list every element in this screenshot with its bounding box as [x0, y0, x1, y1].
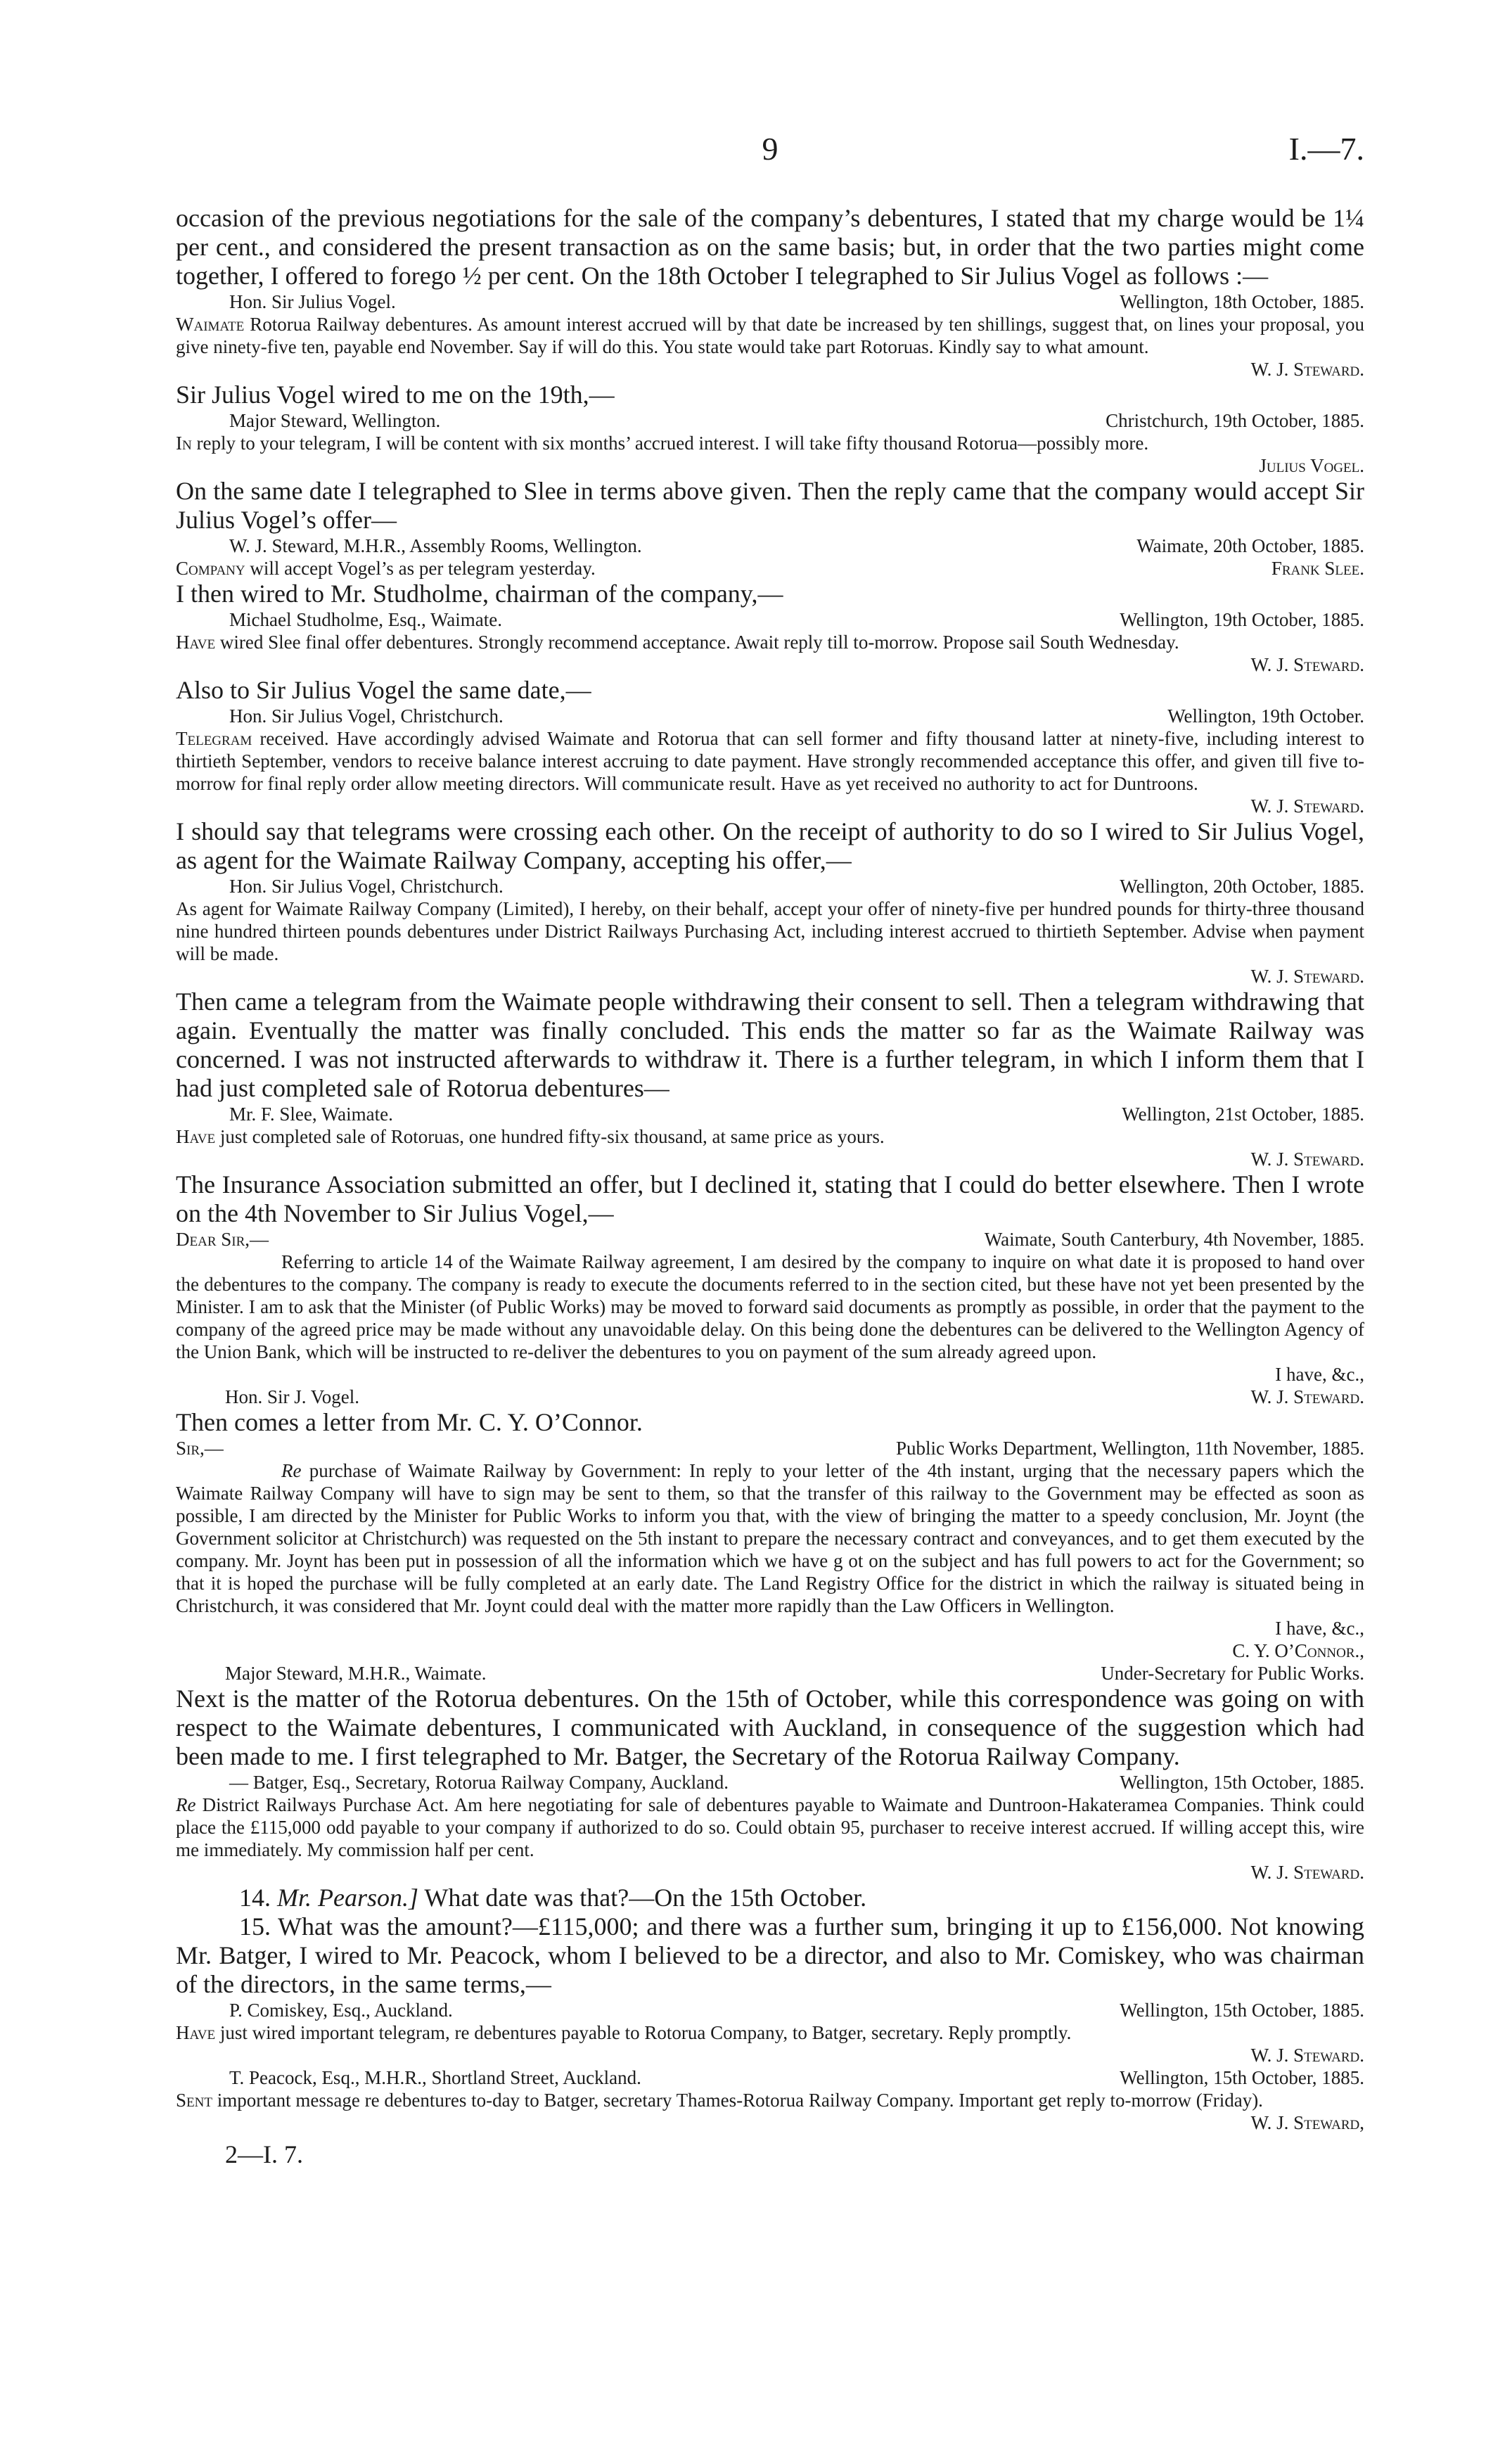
telegram-body: Have just wired important telegram, re debentures payable to Rotorua Company, to Batger, secretary. Reply promptly.	[176, 2022, 1072, 2043]
telegram-header	[176, 705, 1364, 727]
telegram-place-date: Wellington, 19th October, 1885.	[1120, 609, 1364, 630]
intro-paragraph: occasion of the previous negotiations for the sale of the company’s debentures, I stated that my charge would be 1¼ per cent., and considered the present transaction as on the same basis; but, in order that the two parties might come together, I offered to forego ½ per cent. On the 18th October I telegraphed to Sir Julius Vogel as follows :—	[176, 204, 1364, 290]
printer-signature-mark: 2—I. 7.	[225, 2140, 303, 2168]
telegram-body: Re District Railways Purchase Act. Am here negotiating for sale of debentures payable to Waimate and Duntroon-Hakateramea Companies. Think could place the £115,000 odd payable to your company if authorized to do so. Could obtain 95, purchaser to receive interest accrued. If willing accept this, wire me immediately. My commission half per cent.	[176, 1794, 1364, 1860]
telegram-body: Have wired Slee final offer debentures. Strongly recommend acceptance. Await reply till to-morrow. Propose sail South Wednesday.	[176, 632, 1179, 653]
telegram-signature: Frank Slee.	[1271, 558, 1364, 579]
narrative-paragraph: Sir Julius Vogel wired to me on the 19th,—	[176, 381, 615, 409]
narrative-paragraph: Then came a telegram from the Waimate people withdrawing their consent to sell. Then a telegram withdrawing that again. Eventually the matter was finally concluded. This ends the matter so far as the Waimate Railway was concerned. I was not instructed afterwards to withdraw it. There is a further telegram, in which I inform them that I had just completed sale of Rotorua debentures—	[176, 987, 1364, 1102]
letter-signature: W. J. Steward.	[1250, 1386, 1364, 1407]
narrative-paragraph: The Insurance Association submitted an offer, but I declined it, stating that I could do better elsewhere. Then I wrote on the 4th November to Sir Julius Vogel,—	[176, 1170, 1364, 1227]
telegram-place-date: Wellington, 21st October, 1885.	[1122, 1104, 1364, 1125]
letter-salutation: Sir,—	[176, 1438, 224, 1459]
questioner: Mr. Pearson.]	[277, 1884, 419, 1912]
telegram-recipient: P. Comiskey, Esq., Auckland.	[229, 2000, 453, 2021]
question-number: 15.	[239, 1912, 271, 1941]
telegram-recipient: Michael Studholme, Esq., Waimate.	[229, 609, 503, 630]
narrative-paragraph: I should say that telegrams were crossing each other. On the receipt of authority to do so I wired to Sir Julius Vogel, as agent for the Waimate Railway Company, accepting his offer,—	[176, 817, 1364, 874]
telegram-header	[176, 409, 1364, 432]
telegram-lead-word: In	[176, 433, 192, 454]
telegram-signature: Julius Vogel.	[1259, 455, 1364, 476]
narrative-paragraph: Next is the matter of the Rotorua debentures. On the 15th of October, while this correspondence was going on with respect to the Waimate debentures, I communicated with Auckland, in consequence of the suggestion which had been made to me. I first telegraphed to Mr. Batger, the Secretary of the Rotorua Railway Company.	[176, 1685, 1364, 1770]
question-number: 14.	[239, 1884, 271, 1912]
telegram-recipient: Major Steward, Wellington.	[229, 410, 441, 431]
letter-signatory-title: Under-Secretary for Public Works.	[1101, 1663, 1364, 1684]
telegram-header	[176, 535, 1364, 557]
letter-recipient: Hon. Sir J. Vogel.	[225, 1386, 360, 1407]
telegram-lead-word: Have	[176, 2022, 216, 2043]
telegram-recipient: Hon. Sir Julius Vogel.	[229, 291, 396, 312]
letter-footer	[176, 1386, 1364, 1408]
telegram-recipient: Hon. Sir Julius Vogel, Christchurch.	[229, 705, 504, 727]
telegram-lead-word: Company	[176, 558, 245, 579]
telegram-signature: W. J. Steward.	[1250, 359, 1364, 380]
letter-body: Referring to article 14 of the Waimate Railway agreement, I am desired by the company to inquire on what date it is proposed to hand over the debentures to the company. The company is ready to execute the documents referred to in the section cited, but these have not yet been presented by the Minister. I am to ask that the Minister (of Public Works) may be moved to forward said documents as promptly as possible, in order that the payment to the company of the agreed price may be made without any unavoidable delay. On this being done the debentures can be delivered to the Wellington Agency of the Union Bank, which will be instructed to re-deliver the debentures to you on payment of the sum already agreed upon.	[176, 1251, 1364, 1362]
telegram-place-date: Wellington, 19th October.	[1167, 705, 1364, 727]
telegram-header	[176, 1103, 1364, 1125]
paper-reference: I.—7.	[1288, 131, 1364, 167]
telegram-body: Waimate Rotorua Railway debentures. As amount interest accrued will by that date be increased by ten shillings, suggest that, on lines your proposal, you give ninety-five ten, payable end November. Say if will do this. You state would take part Rotoruas. Kindly say to what amount.	[176, 314, 1365, 357]
narrative-paragraph: Also to Sir Julius Vogel the same date,—	[176, 676, 591, 704]
telegram-signature: W. J. Steward.	[1250, 795, 1364, 817]
telegram-signature: W. J. Steward.	[1250, 1862, 1364, 1883]
telegram-recipient: T. Peacock, Esq., M.H.R., Shortland Street, Auckland.	[229, 2067, 641, 2088]
telegram-place-date: Christchurch, 19th October, 1885.	[1106, 410, 1364, 431]
telegram-recipient: Hon. Sir Julius Vogel, Christchurch.	[229, 876, 504, 897]
letter-closing: I have, &c.,	[1275, 1364, 1364, 1385]
telegram-body: Sent important message re debentures to-day to Batger, secretary Thames-Rotorua Railway Company. Important get reply to-morrow (Friday).	[176, 2090, 1263, 2111]
letter-recipient: Major Steward, M.H.R., Waimate.	[225, 1663, 487, 1684]
telegram-place-date: Wellington, 15th October, 1885.	[1120, 1772, 1364, 1793]
letter-signature: C. Y. O’Connor.,	[1232, 1640, 1364, 1661]
narrative-paragraph: I then wired to Mr. Studholme, chairman of the company,—	[176, 580, 783, 608]
telegram-signature: W. J. Steward.	[1250, 654, 1364, 675]
telegram-lead-word: Sent	[176, 2090, 212, 2111]
letter-header	[176, 1228, 1364, 1251]
letter-place-date: Public Works Department, Wellington, 11th November, 1885.	[896, 1438, 1364, 1459]
telegram-signature: W. J. Steward.	[1250, 966, 1364, 987]
telegram-signature: W. J. Steward.	[1250, 1149, 1364, 1170]
re-marker: Re	[176, 1794, 196, 1815]
telegram-lead-word: Telegram	[176, 728, 252, 749]
letter-header	[176, 1437, 1364, 1459]
telegram-lead-word: Waimate	[176, 314, 245, 335]
telegram-recipient: — Batger, Esq., Secretary, Rotorua Railway Company, Auckland.	[229, 1772, 729, 1793]
page-number: 9	[762, 131, 779, 167]
telegram-lead-word: Have	[176, 1126, 216, 1147]
telegram-header	[176, 290, 1364, 313]
question-14: 14. Mr. Pearson.] What date was that?—On the 15th October.	[239, 1884, 867, 1912]
telegram-lead-word: Have	[176, 632, 216, 653]
telegram-place-date: Waimate, 20th October, 1885.	[1136, 535, 1364, 556]
letter-salutation: Dear Sir,—	[176, 1229, 269, 1250]
question-15: 15. What was the amount?—£115,000; and there was a further sum, bringing it up to £156,000. Not knowing Mr. Batger, I wired to Mr. Peacock, whom I believed to be a director, and also to Mr. Comiskey, who was chairman of the directors, in the same terms,—	[176, 1912, 1364, 1998]
telegram-body: Have just completed sale of Rotoruas, one hundred fifty-six thousand, at same price as yours.	[176, 1126, 885, 1147]
telegram-header	[176, 1771, 1364, 1794]
page-header	[176, 130, 1364, 172]
telegram-place-date: Wellington, 18th October, 1885.	[1120, 291, 1364, 312]
telegram-place-date: Wellington, 20th October, 1885.	[1120, 876, 1364, 897]
telegram-recipient: W. J. Steward, M.H.R., Assembly Rooms, Wellington.	[229, 535, 642, 556]
telegram-body: Telegram received. Have accordingly advised Waimate and Rotorua that can sell former and fifty thousand latter at ninety-five, including interest to thirtieth September, vendors to receive balance interest accruing to date payment. Have strongly recommended acceptance this offer, and given till five to-morrow for final reply order allow meeting directors. Will communicate result. Have as yet received no authority to act for Duntroons.	[176, 728, 1365, 794]
telegram-header	[176, 1999, 1364, 2021]
telegram-place-date: Wellington, 15th October, 1885.	[1120, 2067, 1364, 2088]
telegram-body: In reply to your telegram, I will be content with six months’ accrued interest. I will take fifty thousand Rotorua—possibly more.	[176, 433, 1149, 454]
letter-footer	[176, 1662, 1364, 1685]
letter-closing: I have, &c.,	[1275, 1618, 1364, 1639]
page-body	[176, 204, 1364, 2171]
telegram-header	[176, 875, 1364, 897]
telegram-signature: W. J. Steward.	[1250, 2045, 1364, 2066]
telegram-header	[176, 2066, 1364, 2089]
letter-body: Re purchase of Waimate Railway by Government: In reply to your letter of the 4th instant, urging that the necessary papers which the Waimate Railway Company will have to sign may be sent to them, so that the transfer of this railway to the Government may be effected as soon as possible, I am directed by the Minister for Public Works to inform you that, with the view of bringing the matter to a speedy conclusion, Mr. Joynt (the Government solicitor at Christchurch) was requested on the 5th instant to prepare the necessary contract and conveyances, and to get them executed by the company. Mr. Joynt has been put in possession of all the information which we have g ot on the subject and has full powers to act for the Government; so that it is hoped the purchase will be fully completed at an early date. The Land Registry Office for the district in which the railway is situated being in Christchurch, it was considered that Mr. Joynt could deal with the matter more rapidly than the Law Officers in Wellington.	[176, 1460, 1364, 1616]
letter-place-date: Waimate, South Canterbury, 4th November, 1885.	[984, 1229, 1364, 1250]
narrative-paragraph: Then comes a letter from Mr. C. Y. O’Connor.	[176, 1408, 643, 1436]
telegram-signature: W. J. Steward,	[1250, 2112, 1364, 2133]
telegram-header	[176, 608, 1364, 631]
re-marker: Re	[281, 1460, 302, 1481]
narrative-paragraph: On the same date I telegraphed to Slee in terms above given. Then the reply came that the company would accept Sir Julius Vogel’s offer—	[176, 477, 1364, 534]
telegram-body: As agent for Waimate Railway Company (Limited), I hereby, on their behalf, accept your offer of ninety-five per hundred pounds for thirty-three thousand nine hundred thirteen pounds debentures under District Railways Purchasing Act, including interest accrued to thirtieth September. Advise when payment will be made.	[176, 898, 1364, 964]
telegram-body-row	[176, 557, 1364, 580]
telegram-body: Company will accept Vogel’s as per telegram yesterday.	[176, 558, 596, 579]
telegram-place-date: Wellington, 15th October, 1885.	[1120, 2000, 1364, 2021]
telegram-recipient: Mr. F. Slee, Waimate.	[229, 1104, 393, 1125]
